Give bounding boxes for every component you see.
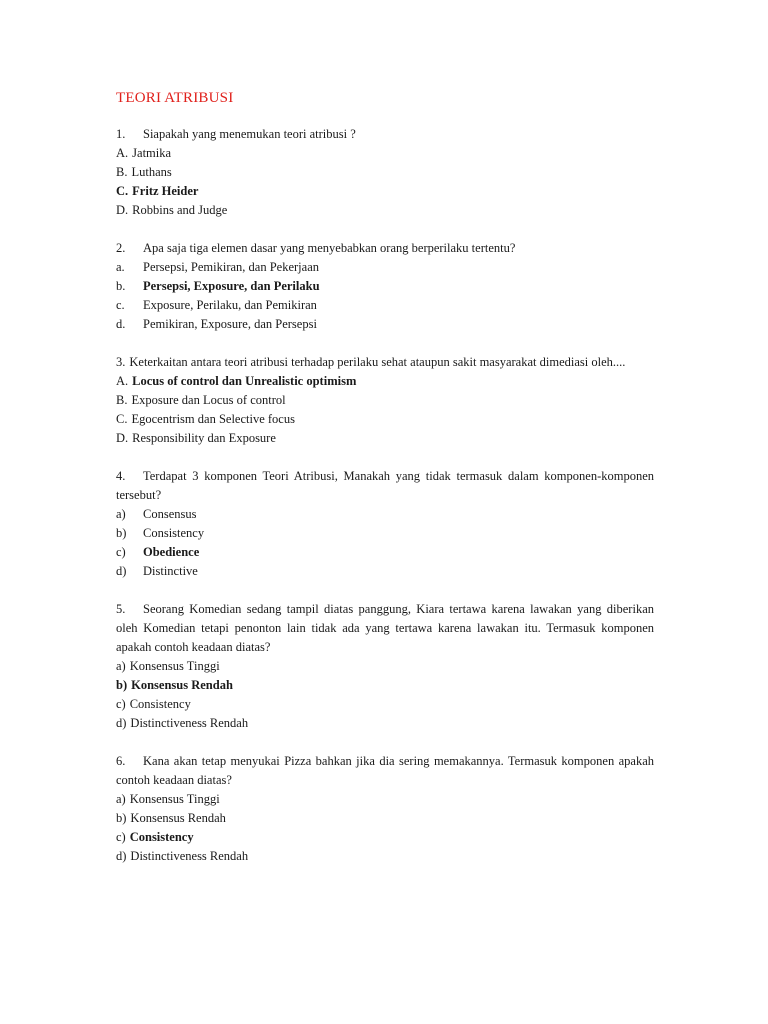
option-c (116, 410, 654, 429)
option-text: Consistency (143, 526, 205, 540)
option-mark: c) (116, 697, 126, 711)
question-stem (116, 239, 654, 258)
option-mark: B. (116, 393, 128, 407)
option-mark: C. (116, 184, 129, 198)
option-b (116, 809, 654, 828)
option-text: Responsibility dan Exposure (132, 431, 276, 445)
option-b (116, 163, 654, 182)
question-number: 2. (116, 241, 126, 255)
option-b (116, 524, 654, 543)
option-a (116, 258, 654, 277)
option-mark: b) (116, 678, 128, 692)
option-mark: d. (116, 317, 126, 331)
option-c (116, 695, 654, 714)
option-mark: d) (116, 564, 127, 578)
option-mark: A. (116, 146, 129, 160)
option-text: Konsensus Tinggi (129, 792, 220, 806)
option-a (116, 505, 654, 524)
option-mark: D. (116, 203, 129, 217)
option-mark: C. (116, 412, 128, 426)
option-mark: d) (116, 849, 127, 863)
option-text: Konsensus Tinggi (129, 659, 220, 673)
option-mark: A. (116, 374, 129, 388)
option-text: Exposure dan Locus of control (131, 393, 286, 407)
question-2 (116, 239, 654, 334)
question-number: 3. (116, 355, 126, 369)
question-number: 4. (116, 469, 126, 483)
question-text: Apa saja tiga elemen dasar yang menyebabkan orang berperilaku tertentu? (143, 241, 516, 255)
option-text: Pemikiran, Exposure, dan Persepsi (143, 317, 317, 331)
option-text: Persepsi, Exposure, dan Perilaku (143, 279, 320, 293)
question-number: 5. (116, 602, 126, 616)
option-d (116, 847, 654, 866)
question-number: 6. (116, 754, 126, 768)
option-text: Distinctiveness Rendah (130, 849, 249, 863)
question-text: Kana akan tetap menyukai Pizza bahkan jika dia sering memakannya. Termasuk komponen apakah contoh keadaan diatas? (116, 754, 654, 787)
option-d (116, 429, 654, 448)
question-6 (116, 752, 654, 866)
option-mark: a) (116, 659, 126, 673)
question-1 (116, 125, 654, 220)
option-a (116, 657, 654, 676)
option-b-correct (116, 277, 654, 296)
option-text: Distinctive (143, 564, 198, 578)
option-mark: d) (116, 716, 127, 730)
option-mark: c) (116, 545, 126, 559)
question-text: Terdapat 3 komponen Teori Atribusi, Manakah yang tidak termasuk dalam komponen-komponen tersebut? (116, 469, 654, 502)
option-mark: a) (116, 507, 126, 521)
option-mark: b. (116, 279, 126, 293)
option-c-correct (116, 543, 654, 562)
option-b (116, 391, 654, 410)
option-d (116, 714, 654, 733)
option-mark: D. (116, 431, 129, 445)
option-a (116, 144, 654, 163)
option-text: Robbins and Judge (132, 203, 228, 217)
question-stem (116, 353, 654, 372)
option-text: Fritz Heider (132, 184, 199, 198)
option-text: Locus of control dan Unrealistic optimism (132, 374, 357, 388)
question-stem (116, 752, 654, 790)
question-number: 1. (116, 127, 126, 141)
option-b-correct (116, 676, 654, 695)
document-title: TEORI ATRIBUSI (116, 90, 234, 106)
option-text: Consistency (129, 697, 191, 711)
option-mark: a) (116, 792, 126, 806)
document-page (116, 88, 654, 885)
question-stem (116, 600, 654, 657)
question-4 (116, 467, 654, 581)
option-text: Luthans (131, 165, 172, 179)
question-stem (116, 125, 654, 144)
question-text: Siapakah yang menemukan teori atribusi ? (143, 127, 356, 141)
option-text: Egocentrism dan Selective focus (131, 412, 295, 426)
option-mark: b) (116, 811, 127, 825)
option-text: Consensus (143, 507, 197, 521)
question-stem (116, 467, 654, 505)
option-text: Konsensus Rendah (130, 811, 226, 825)
option-mark: B. (116, 165, 128, 179)
option-text: Konsensus Rendah (131, 678, 233, 692)
option-text: Persepsi, Pemikiran, dan Pekerjaan (143, 260, 319, 274)
question-text: Seorang Komedian sedang tampil diatas panggung, Kiara tertawa karena lawakan yang diberikan oleh Komedian tetapi penonton lain tidak ada yang tertawa karena lawakan itu. Termasuk komponen apakah contoh keadaan diatas? (116, 602, 654, 654)
option-text: Jatmika (132, 146, 172, 160)
question-5 (116, 600, 654, 733)
option-mark: c) (116, 830, 126, 844)
question-3 (116, 353, 654, 448)
option-d (116, 562, 654, 581)
option-a (116, 790, 654, 809)
option-d (116, 201, 654, 220)
question-text: Keterkaitan antara teori atribusi terhadap perilaku sehat ataupun sakit masyarakat dimediasi oleh.... (129, 355, 626, 369)
option-c-correct (116, 828, 654, 847)
option-text: Consistency (129, 830, 194, 844)
option-text: Distinctiveness Rendah (130, 716, 249, 730)
option-mark: c. (116, 298, 125, 312)
option-c (116, 296, 654, 315)
option-c-correct (116, 182, 654, 201)
option-text: Obedience (143, 545, 200, 559)
option-mark: a. (116, 260, 125, 274)
option-text: Exposure, Perilaku, dan Pemikiran (143, 298, 317, 312)
option-a-correct (116, 372, 654, 391)
option-d (116, 315, 654, 334)
option-mark: b) (116, 526, 127, 540)
